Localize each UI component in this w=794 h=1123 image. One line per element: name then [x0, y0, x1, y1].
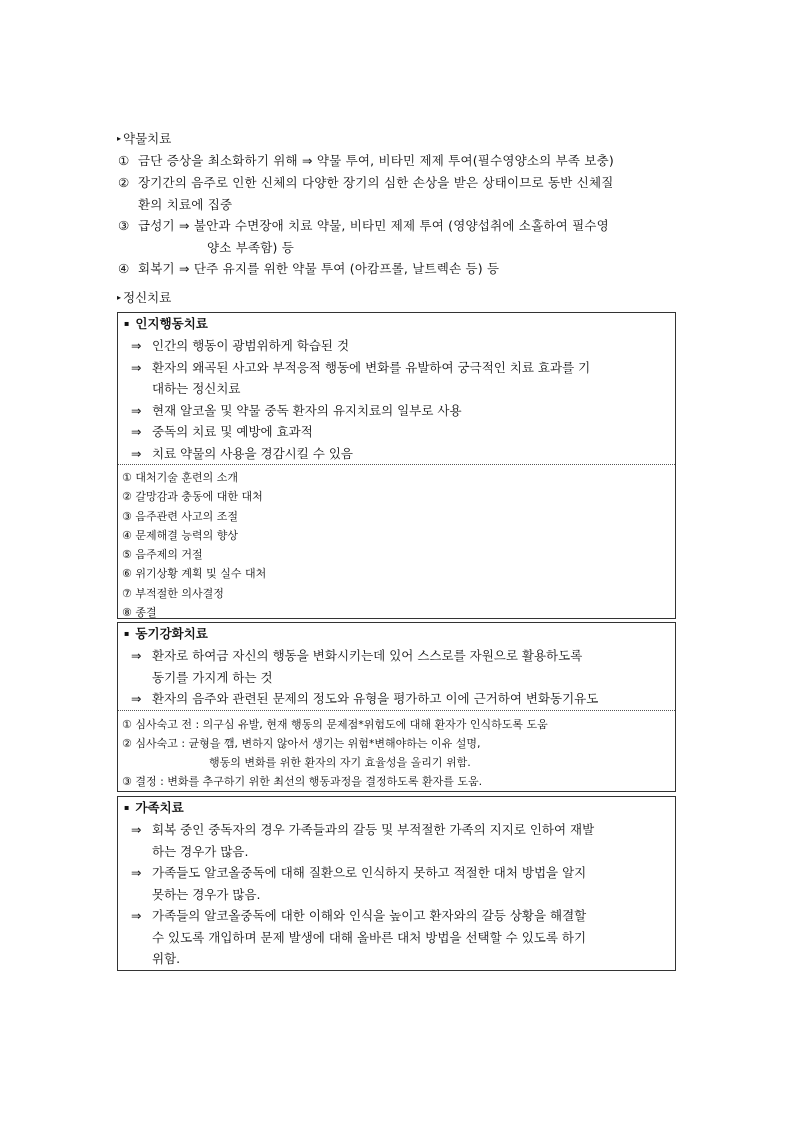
list-item: ⑧ 종결	[122, 606, 157, 620]
arrow-icon: ⇒	[131, 424, 142, 439]
bullet-icon: ▪	[124, 629, 130, 638]
list-item: ⑦ 부적절한 의사결정	[122, 586, 224, 600]
bullet-icon: ▪	[124, 803, 130, 812]
medication-item-1: ① 금단 증상을 최소화하기 위해 ⇒ 약물 투여, 비타민 제제 투여(필수영양소의 부족 보충)	[118, 153, 614, 168]
cbt-steps	[118, 465, 675, 622]
cbt-title: ▪ 인지행동치료	[124, 316, 208, 331]
arrow-icon: ⇒	[131, 691, 142, 706]
arrow-icon: ⇒	[131, 648, 142, 663]
arrow-icon: ⇒	[131, 402, 142, 418]
list-item: ② 갈망감과 충동에 대한 대처	[122, 490, 263, 504]
arrow-icon: ⇒	[131, 445, 142, 461]
arrow-icon: ⇒	[131, 865, 142, 880]
cbt-point: ⇒ 환자의 왜곡된 사고와 부적응적 행동에 변화를 유발하여 궁극적인 치료 효과를 기 대하는 정신치료	[118, 357, 675, 400]
cbt-point: ⇒ 인간의 행동이 광범위하게 학습된 것	[118, 335, 675, 357]
bullet-icon: ▸	[117, 134, 122, 143]
family-title: ▪ 가족치료	[124, 800, 184, 815]
list-item: ⑥ 위기상황 계획 및 실수 대처	[122, 567, 267, 581]
list-item: ⑤ 음주제의 거절	[122, 548, 203, 562]
cbt-point: ⇒ 치료 약물의 사용을 경감시킬 수 있음	[118, 443, 675, 465]
medication-item-4: ④ 회복기 ⇒ 단주 유지를 위한 약물 투여 (아캄프롤, 날트렉손 등) 등	[118, 261, 500, 276]
psychotherapy-heading: ▸ 정신치료	[117, 290, 172, 305]
family-point: ⇒ 가족들의 알코올중독에 대한 이해와 인식을 높이고 환자와의 갈등 상황을 해결할 수 있도록 개입하며 문제 발생에 대해 올바른 대처 방법을 선택할 수 있도록 하기 위함.	[118, 905, 675, 970]
family-point: ⇒ 회복 중인 중독자의 경우 가족들과의 갈등 및 부적절한 가족의 지지로 인하여 재발 하는 경우가 많음.	[118, 819, 675, 862]
motivational-point: ⇒ 환자의 음주와 관련된 문제의 정도와 유형을 평가하고 이에 근거하여 변화동기유도	[118, 688, 675, 710]
motivational-steps	[118, 711, 675, 792]
arrow-icon: ⇒	[131, 359, 142, 375]
cbt-point: ⇒ 현재 알코올 및 약물 중독 환자의 유지치료의 일부로 사용	[118, 400, 675, 422]
arrow-icon: ⇒	[131, 338, 142, 353]
medication-item-3: ③ 급성기 ⇒ 불안과 수면장애 치료 약물, 비타민 제제 투여 (영양섭취에 소홀하여 필수영 양소 부족함) 등	[118, 218, 609, 255]
medication-item-2: ② 장기간의 음주로 인한 신체의 다양한 장기의 심한 손상을 받은 상태이므로 동반 신체질 환의 치료에 집중	[118, 175, 614, 212]
list-item: ③ 결정 : 변화를 추구하기 위한 최선의 행동과정을 결정하도록 환자를 도움.	[122, 775, 483, 789]
list-item: ② 심사숙고 : 균형을 깸, 변하지 않아서 생기는 위험*변해야하는 이유 설명, 행동의 변화를 위한 환자의 자기 효율성을 올리기 위함.	[122, 736, 481, 770]
bullet-icon: ▪	[124, 319, 130, 328]
medication-heading: ▸ 약물치료	[117, 131, 172, 146]
motivational-title: ▪ 동기강화치료	[124, 626, 208, 641]
list-item: ① 심사숙고 전 : 의구심 유발, 현재 행동의 문제점*위험도에 대해 환자가 인식하도록 도움	[122, 717, 548, 731]
cbt-box	[117, 312, 676, 619]
bullet-icon: ▸	[117, 293, 122, 302]
family-box	[117, 796, 676, 971]
list-item: ③ 음주관련 사고의 조절	[122, 509, 238, 523]
cbt-point: ⇒ 중독의 치료 및 예방에 효과적	[118, 421, 675, 443]
arrow-icon: ⇒	[131, 822, 142, 837]
motivational-box	[117, 622, 676, 792]
motivational-point: ⇒ 환자로 하여금 자신의 행동을 변화시키는데 있어 스스로를 자원으로 활용하도록 동기를 가지게 하는 것	[118, 645, 675, 688]
arrow-icon: ⇒	[131, 908, 142, 923]
family-point: ⇒ 가족들도 알코올중독에 대해 질환으로 인식하지 못하고 적절한 대처 방법을 알지 못하는 경우가 많음.	[118, 862, 675, 905]
list-item: ④ 문제해결 능력의 향상	[122, 528, 238, 542]
list-item: ① 대처기술 훈련의 소개	[122, 471, 238, 484]
